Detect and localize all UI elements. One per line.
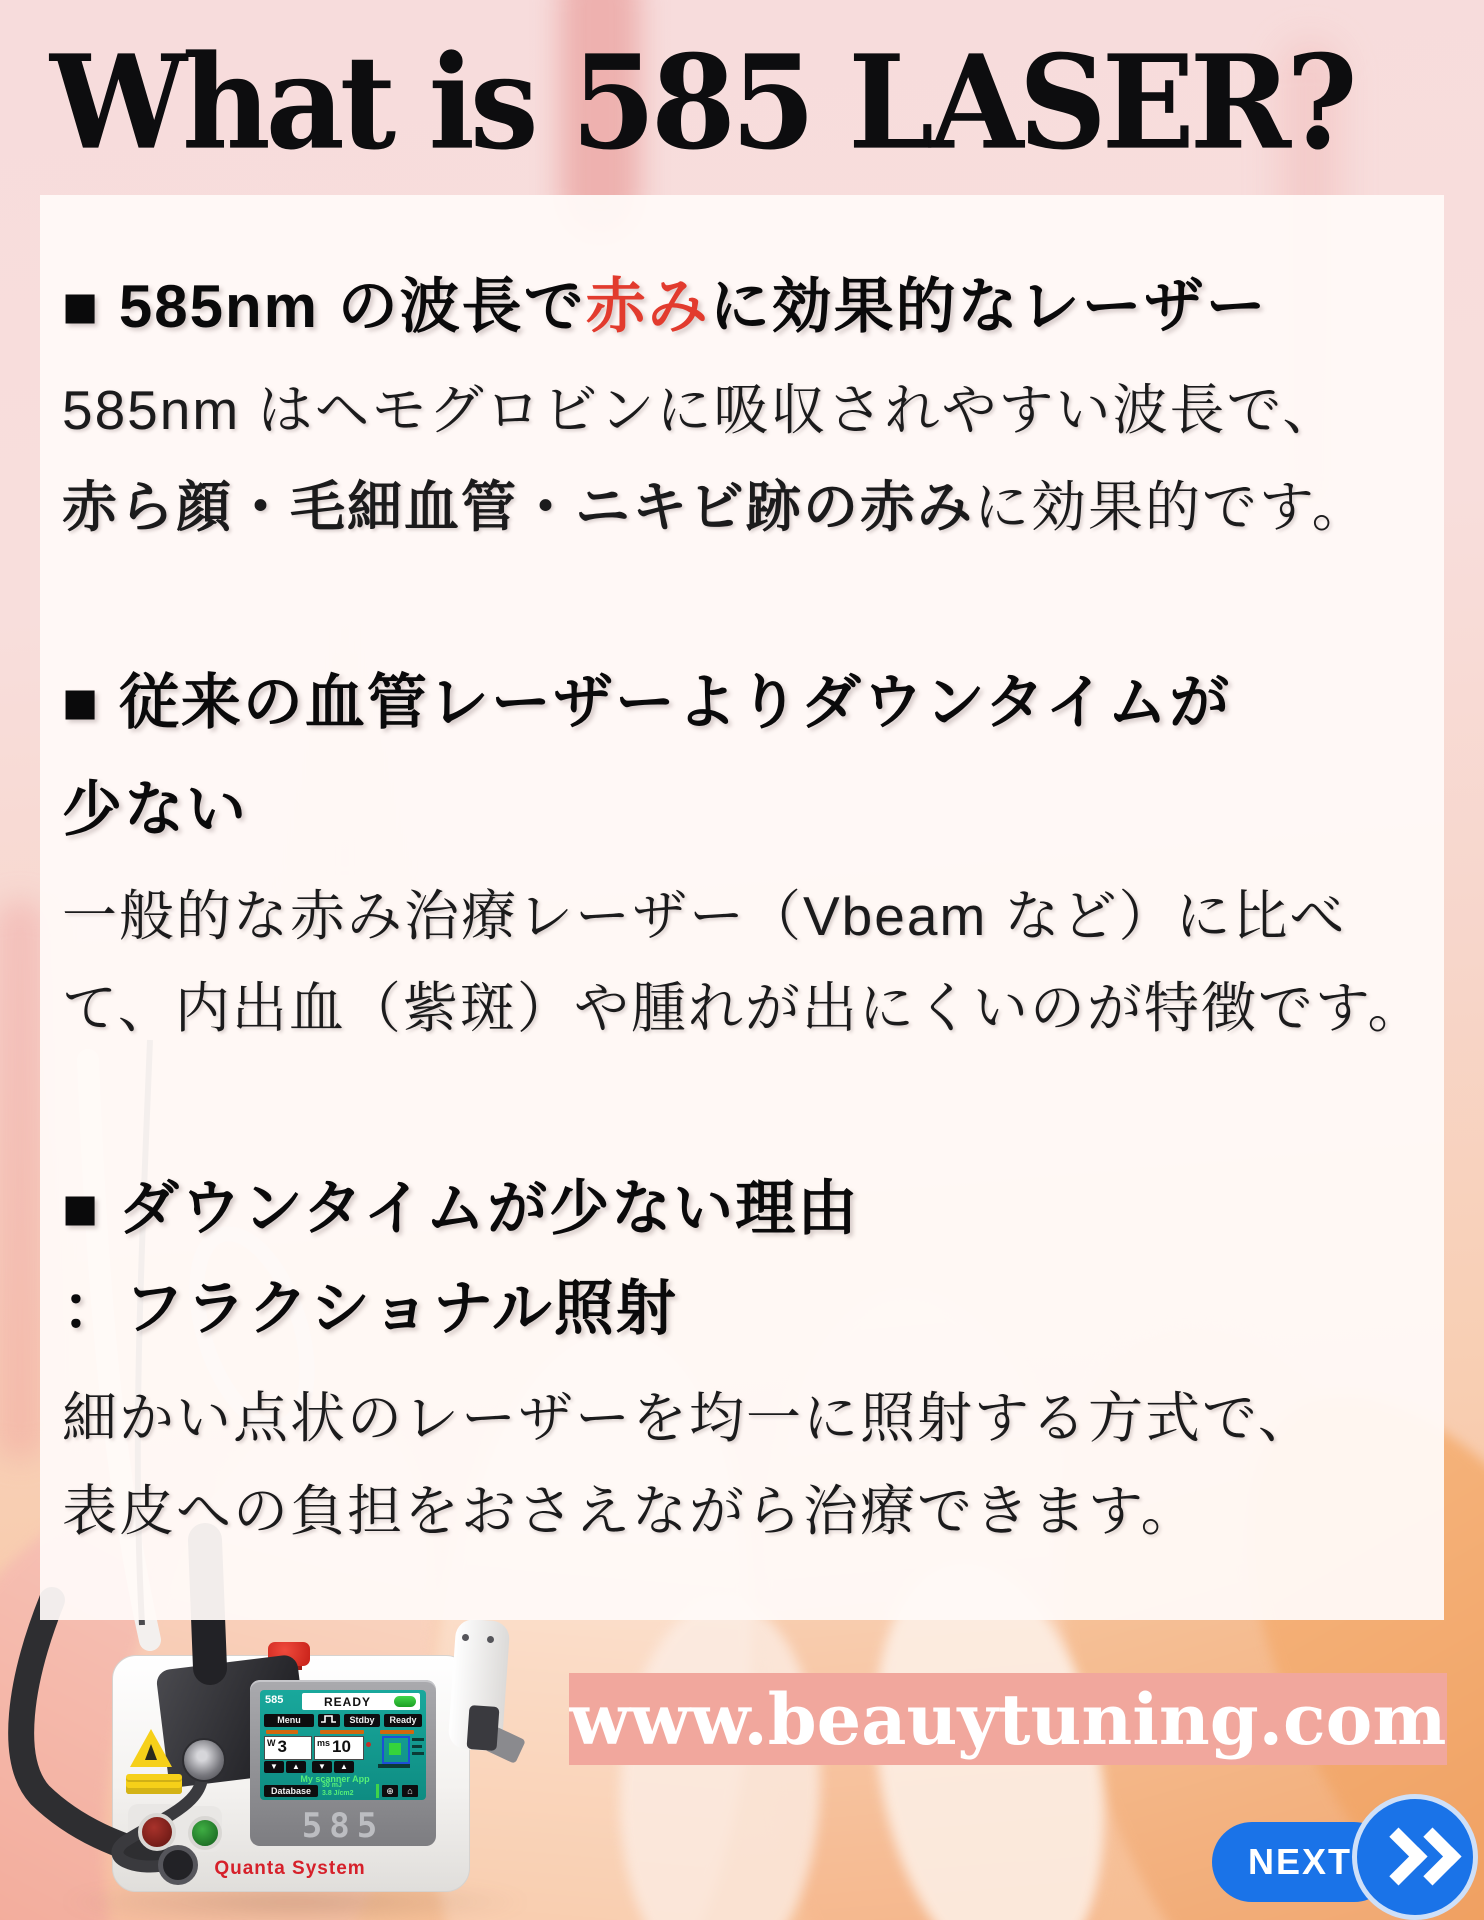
fluence-value: 3.8 J/cm2 (322, 1790, 354, 1797)
screen-model-label: 585 (265, 1694, 284, 1706)
database-button: Database (264, 1785, 318, 1797)
arm-screw (462, 1634, 469, 1641)
pulse-field: $^{ms}$ 10 (314, 1736, 364, 1760)
section2-body-line1: 一般的な赤み治療レーザー（Vbeam など）に比べ (62, 885, 1347, 947)
device-brand: Quanta System (214, 1858, 366, 1879)
section2-heading-line2: 少ない (62, 776, 248, 843)
warning-label (126, 1774, 182, 1794)
device-touchscreen (260, 1690, 426, 1800)
screen-red-dot (366, 1742, 371, 1747)
energy-value: 30 mJ (322, 1782, 342, 1789)
ready-status-text: READY (324, 1695, 372, 1709)
section1-body-line1: 585nm はヘモグロビンに吸収されやすい波長で、 (62, 379, 1340, 441)
next-button-label: NEXT (1248, 1841, 1353, 1882)
website-banner (569, 1673, 1447, 1765)
screen-label-scanner (380, 1730, 414, 1734)
highlight-red-text: 赤み (585, 273, 710, 340)
screen-green-bar (376, 1784, 379, 1798)
device-model-label: 585 (301, 1806, 385, 1846)
increase-arrow: ▲ (286, 1761, 306, 1773)
page-title: What is 585 LASER? (50, 25, 1353, 179)
fiber-connector (182, 1738, 226, 1782)
decrease-arrow: ▼ (264, 1761, 284, 1773)
section3-heading-line1: ■ ダウンタイムが少ない理由 (62, 1175, 860, 1242)
increase-arrow: ▲ (334, 1761, 354, 1773)
section3-body-line1: 細かい点状のレーザーを均一に照射する方式で、 (62, 1387, 1315, 1449)
pulse-shape-icon (318, 1714, 340, 1727)
power-field: $^W$ 3 (264, 1736, 312, 1760)
screen-small-text (412, 1738, 424, 1741)
screen-ready-button: Ready (384, 1714, 422, 1727)
arm-screw (487, 1636, 494, 1643)
arm-clamp (467, 1705, 500, 1751)
section3-body-line2: 表皮への負担をおさえながら治療できます。 (62, 1480, 1198, 1542)
section2-body-line2: て、内出血（紫斑）や腫れが出にくいのが特徴です。 (62, 977, 1425, 1039)
section2-heading-line1: ■ 従来の血管レーザーよりダウンタイムが (62, 669, 1232, 736)
screen-small-text (412, 1752, 424, 1755)
screen-menu-button: Menu (264, 1714, 314, 1727)
section1-body-line2: 赤ら顔・毛細血管・ニキビ跡の赤みに効果的です。 (62, 476, 1369, 538)
decrease-arrow: ▼ (312, 1761, 332, 1773)
home-icon: ⌂ (402, 1785, 418, 1797)
scanner-app-text: My scanner App (300, 1774, 370, 1784)
website-url: www.beauytuning.com (569, 1677, 1447, 1761)
device-start-key (188, 1816, 222, 1850)
target-icon: ⊕ (382, 1785, 398, 1797)
screen-label-power (266, 1730, 298, 1734)
section3-heading-line2: ：フラクショナル照射 (62, 1275, 678, 1342)
section1-heading: ■ 585nm の波長で赤みに効果的なレーザー (62, 273, 1268, 340)
screen-label-pulsewidth (320, 1730, 364, 1734)
screen-small-text (412, 1745, 422, 1748)
screen-stdby-button: Stdby (344, 1714, 380, 1727)
ready-indicator-light (394, 1696, 416, 1707)
screen-small-text (378, 1764, 410, 1768)
scanner-area-fill (389, 1743, 401, 1755)
